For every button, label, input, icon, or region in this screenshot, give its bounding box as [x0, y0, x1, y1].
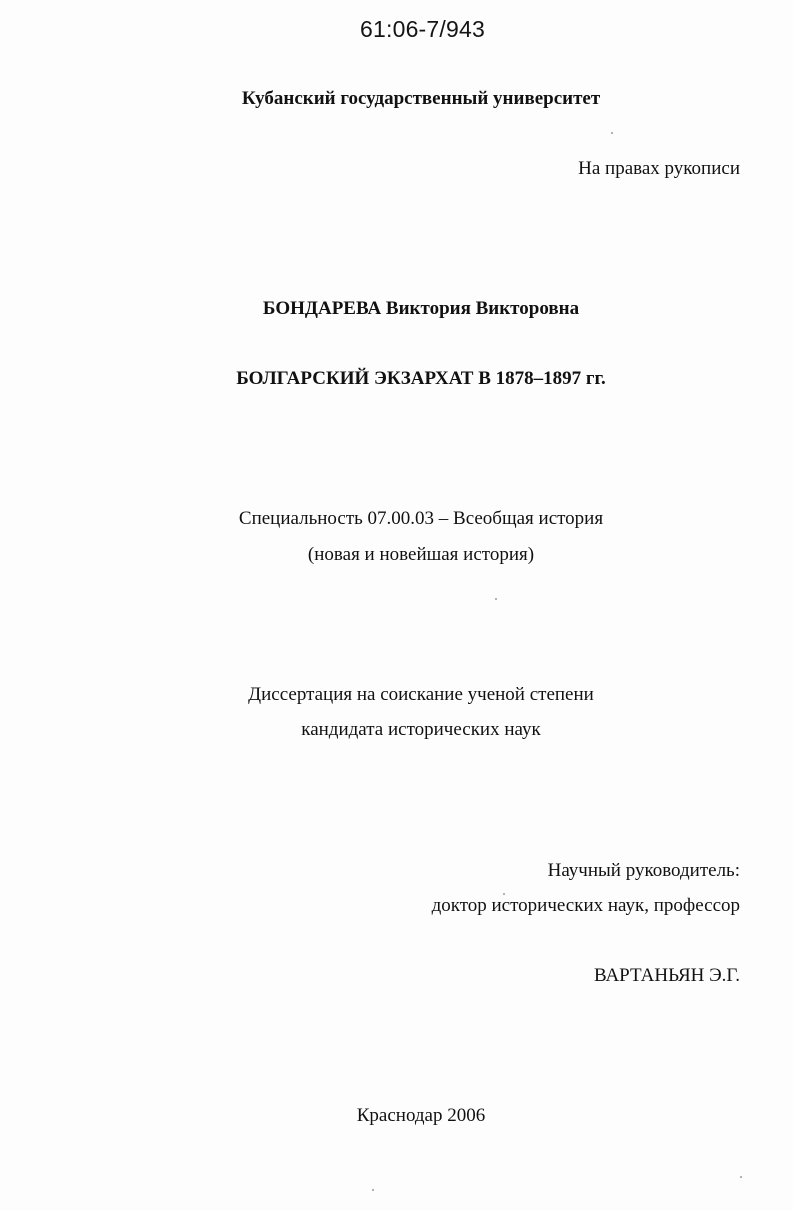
supervisor-name: ВАРТАНЬЯН Э.Г.	[593, 965, 740, 986]
degree-line-2: кандидата исторических наук	[301, 719, 541, 740]
specialty-line-1: Специальность 07.00.03 – Всеобщая история	[238, 508, 604, 529]
supervisor-label: Научный руководитель:	[547, 860, 740, 881]
scan-speck	[495, 598, 497, 600]
author-surname: БОНДАРЕВА	[262, 298, 382, 319]
dissertation-title: БОЛГАРСКИЙ ЭКЗАРХАТ В 1878–1897 гг.	[236, 368, 606, 389]
scan-speck	[740, 1176, 742, 1178]
scan-speck	[503, 893, 505, 895]
archive-code-stamp: 61:06-7/943	[360, 16, 485, 42]
city-year: Краснодар 2006	[356, 1105, 486, 1126]
university-name: Кубанский государственный университет	[241, 88, 601, 109]
scan-speck	[611, 132, 613, 134]
manuscript-rights-note: На правах рукописи	[578, 158, 740, 179]
author-name	[0, 298, 793, 320]
supervisor-degree: доктор исторических наук, профессор	[431, 895, 740, 916]
degree-line-1: Диссертация на соискание ученой степени	[248, 684, 594, 705]
author-given-names: Виктория Викторовна	[385, 298, 580, 319]
scan-speck	[372, 1189, 374, 1191]
specialty-line-2: (новая и новейшая история)	[307, 544, 535, 565]
